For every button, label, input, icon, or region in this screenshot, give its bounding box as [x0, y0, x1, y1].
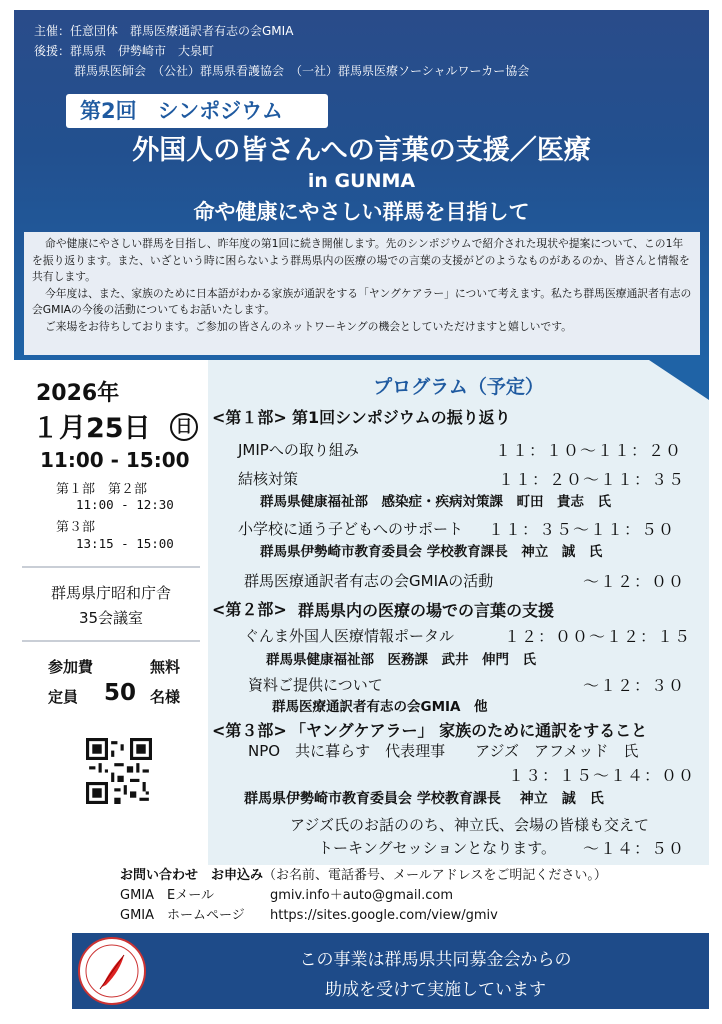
- venue-name: 群馬県庁昭和庁舎: [50, 584, 171, 602]
- venue-room: 35会議室: [78, 609, 144, 627]
- item-time: １１：１０～１１：２０: [495, 441, 683, 460]
- footer-banner: [72, 933, 709, 1009]
- part1-label: <第１部>: [212, 408, 287, 427]
- program-item: 結核対策: [238, 470, 299, 488]
- event-year: 2026年: [36, 381, 120, 406]
- program-item: アジズ氏のお話ののち、神立氏、会場の皆様も交えて: [290, 816, 649, 834]
- subtitle: 命や健康にやさしい群馬を目指して: [193, 200, 530, 224]
- item-time: ～１４：５０: [583, 839, 686, 858]
- main-title: 外国人の皆さんへの言葉の支援／医療: [132, 135, 591, 166]
- part3-time: 13:15 - 15:00: [76, 536, 174, 551]
- intro-paragraph: 命や健康にやさしい群馬を目指し、昨年度の第1回に続き開催します。先のシンポジウムで紹介された現状や提案について、この1年を振り返ります。また、いざという時に困らないよう群馬県内の医療の場での言葉の支援がどのようなものがあるのか、皆さんと情報を共有します。: [32, 237, 690, 283]
- capacity-unit: 名様: [150, 688, 181, 706]
- web-link[interactable]: https://sites.google.com/view/gmiv: [270, 908, 498, 923]
- footer-line-2: 助成を受けて実施しています: [325, 980, 546, 1000]
- speaker-line: 群馬県健康福祉部 医務課 武井 伸門 氏: [266, 652, 536, 668]
- part3-title: 「ヤングケアラー」 家族のために通訳をすること: [290, 721, 648, 740]
- program-item: トーキングセッションとなります。: [318, 839, 557, 857]
- fee-box: [22, 640, 200, 720]
- location-line: in GUNMA: [307, 170, 416, 192]
- support-line: 後援：群馬県 伊勢崎市 大泉町: [34, 44, 215, 58]
- intro-text: [24, 232, 700, 355]
- program-item: 小学校に通う子どもへのサポート: [238, 520, 464, 538]
- program-item: NPO 共に暮らす 代表理事 アジズ アフメッド 氏: [248, 742, 639, 760]
- email-label: GMIA Eメール: [120, 888, 214, 903]
- footer-line-1: この事業は群馬県共同募金会からの: [299, 950, 572, 970]
- item-time: ～１２：００: [583, 572, 686, 591]
- part2-label: <第２部>: [212, 600, 287, 619]
- part1-title: 第1回シンポジウムの振り返り: [292, 408, 511, 427]
- fee-label: 参加費: [48, 658, 94, 676]
- email-row: [120, 886, 710, 906]
- event-time: 11:00 - 15:00: [40, 448, 190, 472]
- support-line-2: 群馬県医師会 （公社）群馬県看護協会 （一社）群馬県医療ソーシャルワーカー協会: [74, 64, 530, 78]
- program-title: プログラム（予定）: [373, 376, 544, 398]
- item-time: １２：００～１２：１５: [504, 627, 692, 646]
- capacity-number: 50: [104, 680, 137, 706]
- event-info: [14, 360, 208, 830]
- red-feather-logo: [78, 937, 146, 1005]
- part3-label: 第３部: [56, 520, 96, 535]
- contact-heading-row: [120, 866, 710, 886]
- intro-paragraph: 今年度は、また、家族のために日本語がわかる家族が通訳をする「ヤングケアラー」について考えます。私たち群馬医療通訳者有志の会GMIAの今後の活動についてもお話いたします。: [32, 286, 692, 316]
- event-date: １月25日: [32, 413, 151, 444]
- contact-heading: お問い合わせ お申込み: [120, 868, 264, 883]
- program-item: JMIPへの取り組み: [238, 441, 359, 459]
- program-item: 資料ご提供について: [248, 676, 383, 694]
- web-row: [120, 906, 710, 926]
- speaker-line: 群馬医療通訳者有志の会GMIA 他: [272, 699, 488, 715]
- header-banner: [14, 10, 709, 360]
- speaker-line: 群馬県伊勢崎市教育委員会 学校教育課長 神立 誠 氏: [260, 544, 603, 560]
- fee-value: 無料: [150, 658, 181, 676]
- item-time: ～１２：３０: [583, 676, 686, 695]
- feather-icon: [80, 939, 144, 1003]
- item-time: １３：１５～１４：００: [508, 766, 696, 785]
- part12-label: 第１部 第２部: [56, 482, 148, 497]
- contact-note: （お名前、電話番号、メールアドレスをご明記ください。）: [263, 868, 607, 883]
- program-panel: [208, 360, 709, 865]
- part12-time: 11:00 - 12:30: [76, 497, 174, 512]
- program-item: 群馬医療通訳者有志の会GMIAの活動: [244, 572, 494, 590]
- program-item: ぐんま外国人医療情報ポータル: [244, 627, 455, 645]
- speaker-line: 群馬県健康福祉部 感染症・疾病対策課 町田 貴志 氏: [260, 494, 611, 510]
- web-label: GMIA ホームページ: [120, 908, 245, 923]
- part3-label: <第３部>: [212, 721, 287, 740]
- weekday-badge: 日: [170, 413, 198, 441]
- symposium-badge: 第2回 シンポジウム: [66, 94, 328, 128]
- email-link[interactable]: gmiv.info＋auto@gmail.com: [270, 888, 453, 903]
- capacity-label: 定員: [48, 688, 79, 706]
- part2-title: 群馬県内の医療の場での言葉の支援: [298, 601, 555, 620]
- intro-paragraph: ご来場をお待ちしております。ご参加の皆さんのネットワーキングの機会としていただけますと嬉しいです。: [44, 319, 572, 333]
- qr-code-icon[interactable]: [86, 738, 152, 804]
- venue-box: [22, 566, 200, 634]
- speaker-line: 群馬県伊勢崎市教育委員会 学校教育課長 神立 誠 氏: [244, 791, 604, 807]
- host-line: 主催：任意団体 群馬医療通訳者有志の会GMIA: [34, 24, 294, 38]
- item-time: １１：３５～１１：５０: [488, 520, 676, 539]
- contact-section: [120, 866, 710, 926]
- item-time: １１：２０～１１：３５: [498, 470, 686, 489]
